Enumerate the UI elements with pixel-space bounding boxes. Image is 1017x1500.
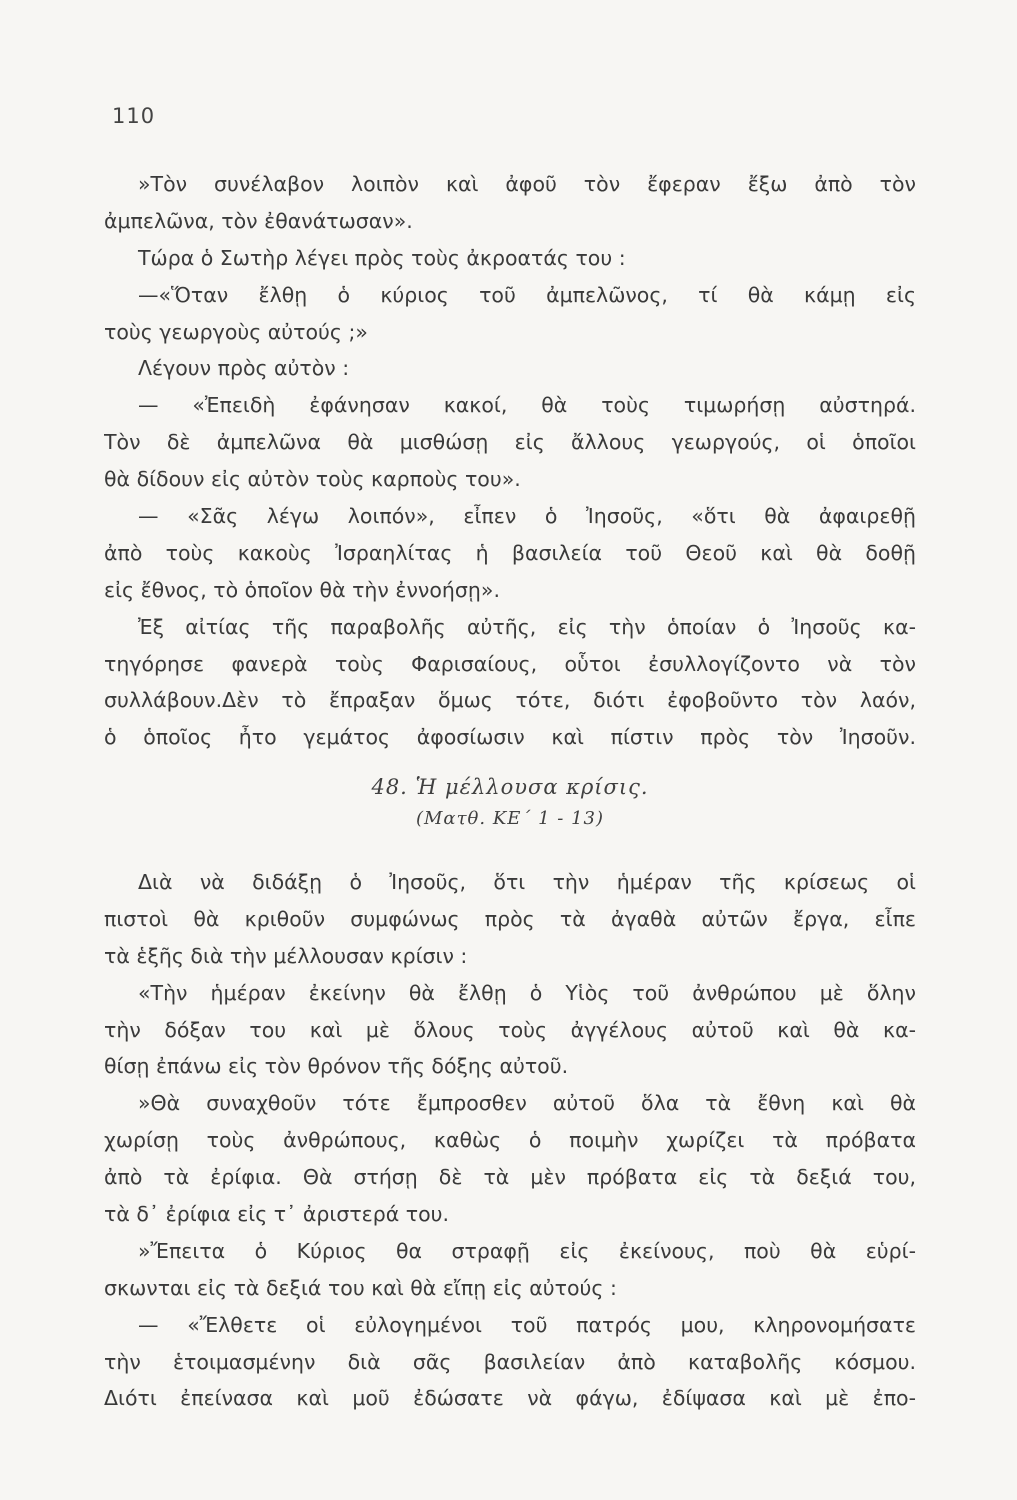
text-line: Λέγουν πρὸς αὐτὸν :	[138, 356, 350, 381]
text-line: τὰ δ᾽ ἐρίφια εἰς τ᾽ ἀριστερά του.	[104, 1202, 450, 1227]
text-line: ἀπὸ τοὺς κακοὺς Ἰσραηλίτας ἡ βασιλεία τοῦ Θεοῦ καὶ θὰ δοθῇ	[104, 540, 916, 565]
text-line: »Ἔπειτα ὁ Κύριος θα στραφῇ εἰς ἐκείνους, ποὺ θὰ εὑρί-	[138, 1238, 916, 1263]
text-line: «Τὴν ἡμέραν ἐκείνην θὰ ἔλθῃ ὁ Υἱὸς τοῦ ἀνθρώπου μὲ ὅλην	[138, 980, 916, 1005]
body-text-bottom	[104, 864, 916, 1417]
text-line: — «Ἔλθετε οἱ εὐλογημένοι τοῦ πατρός μου, κληρονομήσατε	[138, 1312, 916, 1337]
text-line: »Θὰ συναχθοῦν τότε ἔμπροσθεν αὐτοῦ ὅλα τὰ ἔθνη καὶ θὰ	[138, 1091, 916, 1116]
text-line: θὰ δίδουν εἰς αὐτὸν τοὺς καρποὺς του».	[104, 467, 521, 492]
text-line: τὴν ἑτοιμασμένην διὰ σᾶς βασιλείαν ἀπὸ καταβολῆς κόσμου.	[104, 1349, 916, 1374]
text-line: Διότι ἐπείνασα καὶ μοῦ ἐδώσατε νὰ φάγω, ἐδίψασα καὶ μὲ ἐπο-	[104, 1386, 916, 1411]
text-line: —«Ὅταν ἔλθῃ ὁ κύριος τοῦ ἀμπελῶνος, τί θὰ κάμῃ εἰς	[138, 282, 916, 307]
text-line: θίσῃ ἐπάνω εἰς τὸν θρόνον τῆς δόξης αὐτοῦ.	[104, 1054, 569, 1079]
text-line: σκωνται εἰς τὰ δεξιά του καὶ θὰ εἴπῃ εἰς αὐτούς :	[104, 1275, 617, 1300]
text-line: εἰς ἔθνος, τὸ ὁποῖον θὰ τὴν ἐννοήσῃ».	[104, 577, 500, 602]
text-line: συλλάβουν.Δὲν τὸ ἔπραξαν ὅμως τότε, διότι ἐφοβοῦντο τὸν λαόν,	[104, 688, 916, 713]
text-line: πιστοὶ θὰ κριθοῦν συμφώνως πρὸς τὰ ἀγαθὰ αὐτῶν ἔργα, εἶπε	[104, 906, 916, 931]
text-line: Τὸν δὲ ἀμπελῶνα θὰ μισθώσῃ εἰς ἄλλους γεωργούς, οἱ ὁποῖοι	[104, 430, 916, 455]
section-reference: (Ματθ. ΚΕ΄ 1 - 13)	[415, 808, 605, 829]
text-line: τὰ ἑξῆς διὰ τὴν μέλλουσαν κρίσιν :	[104, 943, 468, 968]
text-line: — «Ἐπειδὴ ἐφάνησαν κακοί, θὰ τοὺς τιμωρήσῃ αὐστηρά.	[138, 393, 916, 418]
text-line: τηγόρησε φανερὰ τοὺς Φαρισαίους, οὗτοι ἐσυλλογίζοντο νὰ τὸν	[104, 651, 916, 676]
text-line: Τώρα ὁ Σωτὴρ λέγει πρὸς τοὺς ἀκροατάς του :	[138, 245, 626, 270]
text-line: τοὺς γεωργοὺς αὐτούς ;»	[104, 319, 368, 344]
text-line: Ἐξ αἰτίας τῆς παραβολῆς αὐτῆς, εἰς τὴν ὁποίαν ὁ Ἰησοῦς κα-	[138, 614, 916, 639]
text-line: χωρίσῃ τοὺς ἀνθρώπους, καθὼς ὁ ποιμὴν χωρίζει τὰ πρόβατα	[104, 1128, 916, 1153]
text-line: Διὰ νὰ διδάξῃ ὁ Ἰησοῦς, ὅτι τὴν ἡμέραν τῆς κρίσεως οἱ	[138, 870, 916, 894]
text-line: ἀμπελῶνα, τὸν ἐθανάτωσαν».	[104, 208, 413, 233]
text-line: »Τὸν συνέλαβον λοιπὸν καὶ ἀφοῦ τὸν ἔφεραν ἔξω ἀπὸ τὸν	[138, 172, 916, 196]
text-line: ὁ ὁποῖος ἦτο γεμάτος ἀφοσίωσιν καὶ πίστιν πρὸς τὸν Ἰησοῦν.	[104, 725, 916, 750]
section-title: 48. Ἡ μέλλουσα κρίσις.	[371, 775, 649, 799]
body-text-top	[104, 166, 916, 756]
text-line: — «Σᾶς λέγω λοιπόν», εἶπεν ὁ Ἰησοῦς, «ὅτι θὰ ἀφαιρεθῇ	[138, 504, 916, 529]
text-line: τὴν δόξαν του καὶ μὲ ὅλους τοὺς ἀγγέλους αὐτοῦ καὶ θὰ κα-	[104, 1017, 916, 1042]
page-number: 110	[112, 104, 156, 128]
text-line: ἀπὸ τὰ ἐρίφια. Θὰ στήσῃ δὲ τὰ μὲν πρόβατα εἰς τὰ δεξιά του,	[104, 1165, 916, 1190]
